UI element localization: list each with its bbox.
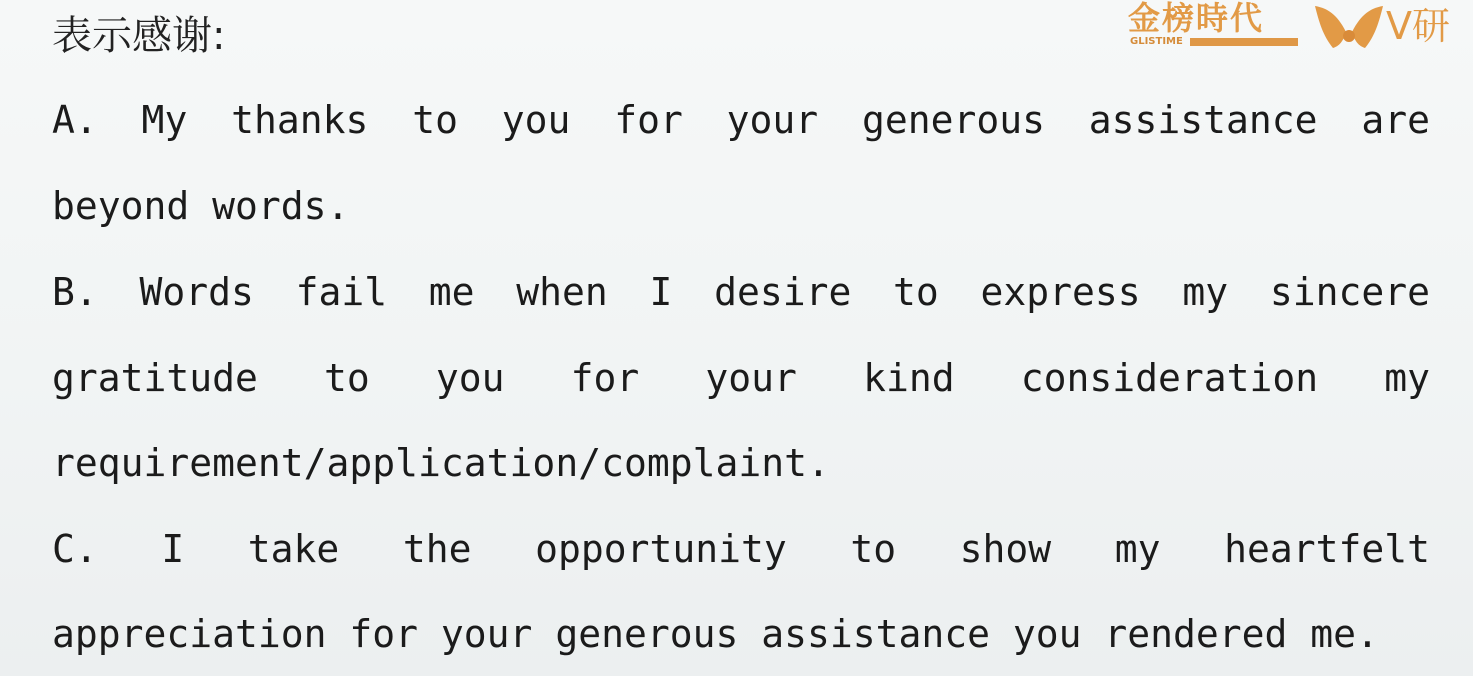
brand-logo <box>1128 0 1298 56</box>
brand-logo-subtext: GLISTIME <box>1130 36 1183 47</box>
brand-logo-bar <box>1190 38 1298 46</box>
option-a-line-1: A. My thanks to you for your generous assistance are <box>52 98 1430 142</box>
option-b-line-1: B. Words fail me when I desire to express my sincere <box>52 270 1430 314</box>
wing-icon <box>1313 2 1385 50</box>
watermark-logo <box>1128 0 1473 56</box>
option-a-line-2: beyond words. <box>52 184 350 228</box>
option-c-line-1: C. I take the opportunity to show my heartfelt <box>52 527 1430 571</box>
option-b-line-3: requirement/application/complaint. <box>52 441 830 485</box>
brand-logo-text: 金榜時代 <box>1128 0 1265 37</box>
option-c-line-2: appreciation for your generous assistance you rendered me. <box>52 612 1379 656</box>
brand-text: V研 <box>1386 4 1450 48</box>
option-b-line-2: gratitude to you for your kind consideration my <box>52 356 1430 400</box>
slide-heading: 表示感谢: <box>52 13 226 59</box>
